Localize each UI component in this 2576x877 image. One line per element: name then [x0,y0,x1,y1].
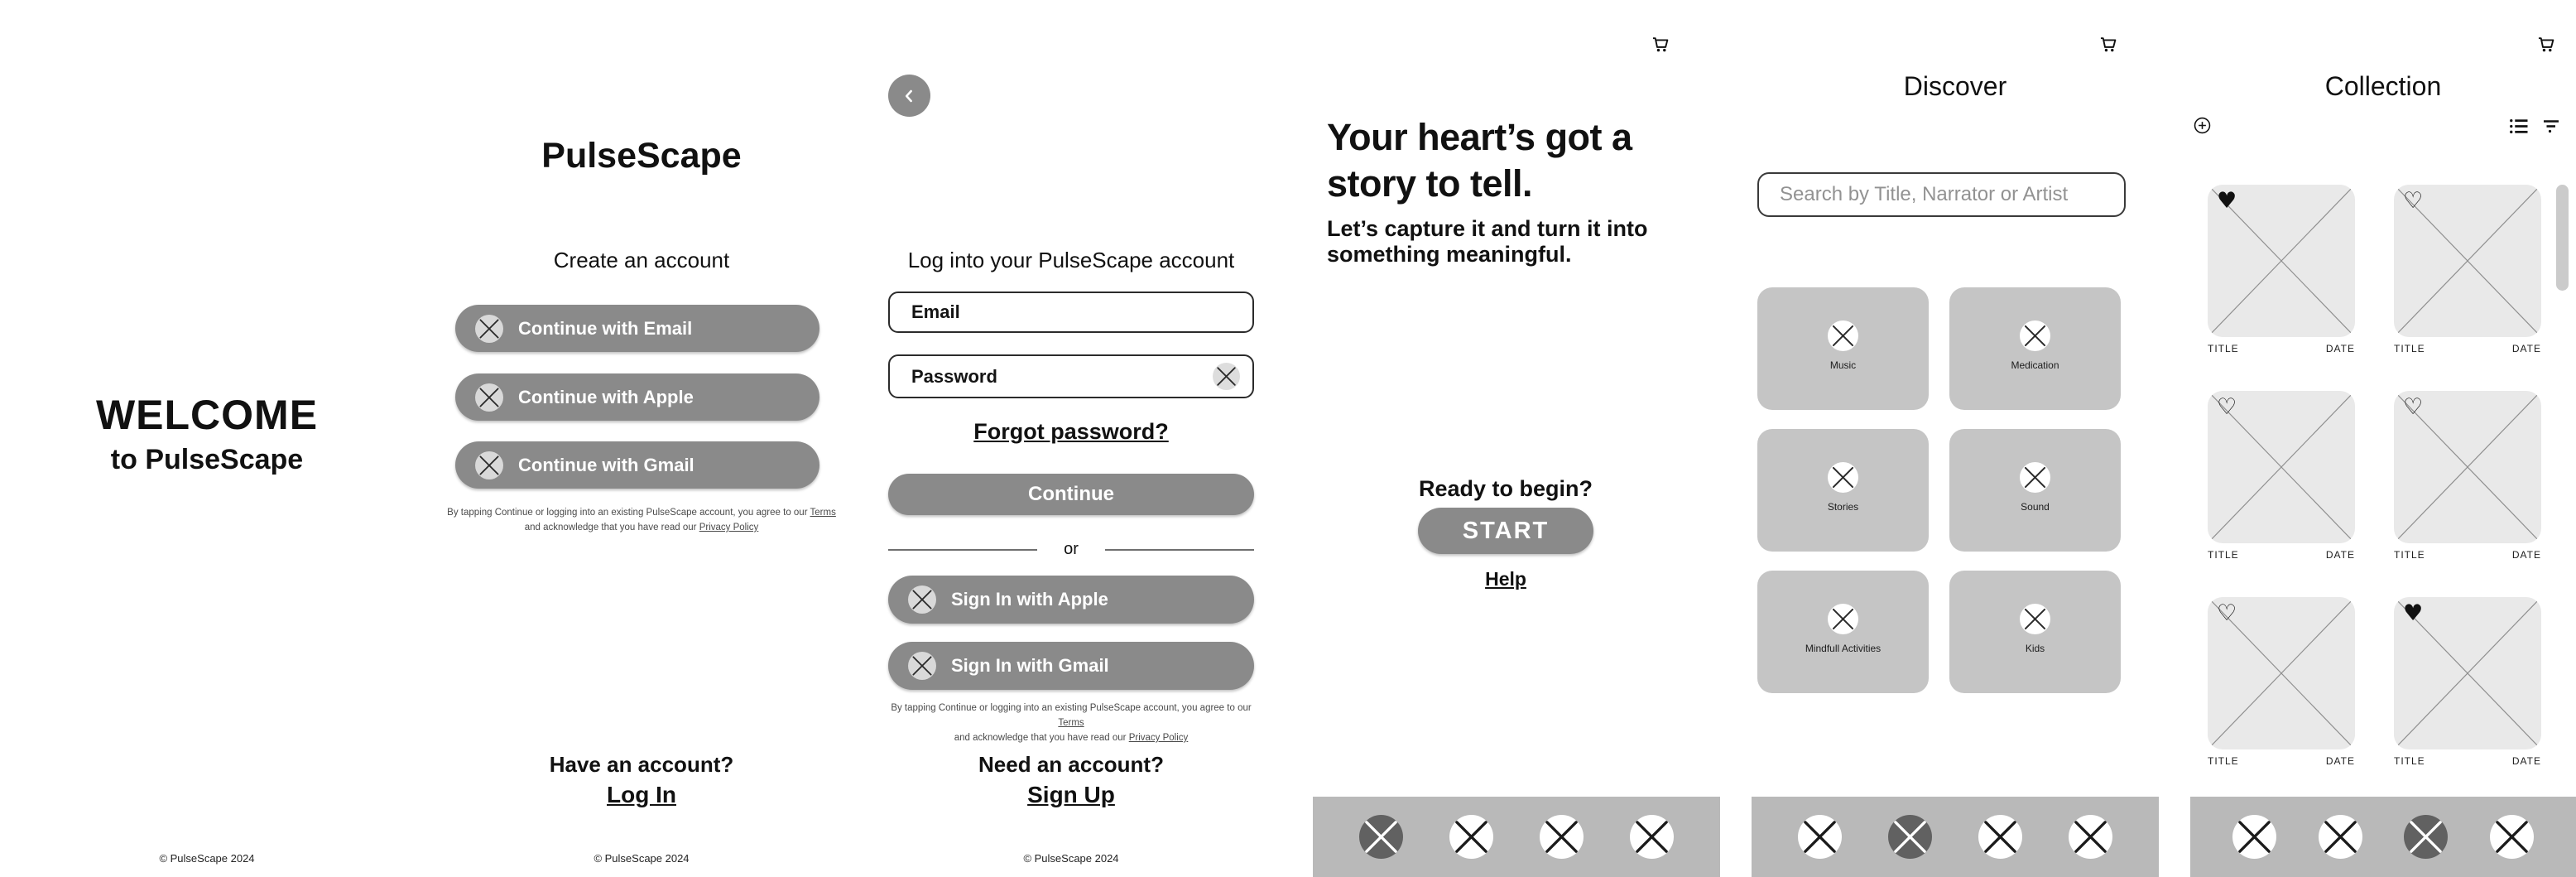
category-card-medication[interactable] [1949,287,2121,410]
item-image-placeholder [2208,391,2355,543]
item-date: DATE [2325,549,2355,561]
collection-item-6[interactable] [2394,597,2541,767]
cart-icon[interactable] [2535,33,2558,55]
image-placeholder-icon [1828,320,1858,351]
legal-line2: and acknowledge that you have read our [954,733,1127,743]
screen-login [888,0,1254,877]
category-card-kids[interactable] [1949,571,2121,693]
divider-line [888,549,1037,551]
nav-item-1-icon[interactable] [1798,815,1842,859]
collection-item-3[interactable] [2208,391,2355,561]
forgot-password-link[interactable]: Forgot password? [973,419,1169,444]
onboarding-subheadline: Let’s capture it and turn it into something meaningful. [1327,216,1648,267]
collection-grid [2208,185,2541,767]
search-input[interactable] [1757,172,2126,217]
image-placeholder-icon [475,315,503,343]
collection-item-5[interactable] [2208,597,2355,767]
welcome-subtitle: to PulseScape [110,444,304,475]
divider-label: or [1064,540,1079,558]
nav-item-3-icon[interactable] [1540,815,1584,859]
nav-item-4-icon[interactable] [1630,815,1674,859]
have-account-prompt: Have an account? [549,752,734,777]
cart-icon[interactable] [2098,33,2120,55]
item-title: TITLE [2394,549,2425,561]
continue-with-apple-button[interactable] [455,373,819,421]
scrollbar-thumb[interactable] [2556,185,2569,291]
sign-in-with-gmail-button[interactable] [888,642,1254,690]
ready-label: Ready to begin? [1418,476,1593,501]
image-placeholder-icon [908,585,936,614]
onboarding-headline: Your heart’s got a story to tell. [1327,116,1632,205]
continue-button[interactable] [888,474,1254,515]
password-field-wrap [888,354,1254,398]
favorite-heart-icon[interactable]: ♥ [2217,188,2237,214]
collection-item-4[interactable] [2394,391,2541,561]
legal-line2: and acknowledge that you have read our [524,523,697,532]
start-button[interactable]: START [1418,508,1593,554]
image-placeholder-icon [2020,320,2050,351]
image-placeholder-icon [908,652,936,680]
page-title: Discover [1903,71,2007,101]
button-label: Continue with Gmail [518,454,694,475]
button-label: Sign In with Apple [951,589,1108,610]
cart-icon[interactable] [1650,33,1672,55]
screen-create-account [447,0,836,877]
button-label: Continue [1028,483,1114,505]
privacy-policy-link[interactable]: Privacy Policy [699,523,759,532]
favorite-heart-icon[interactable]: ♡ [2217,394,2237,420]
welcome-title: WELCOME [95,392,319,438]
item-image-placeholder [2394,185,2541,337]
nav-item-3-icon[interactable] [2404,815,2448,859]
item-date: DATE [2325,343,2355,354]
continue-with-email-button[interactable] [455,305,819,352]
button-label: Continue with Email [518,317,693,339]
item-date: DATE [2325,755,2355,767]
item-image-placeholder [2394,597,2541,749]
nav-item-2-icon[interactable] [1888,815,1932,859]
category-label: Mindfull Activities [1805,643,1882,654]
image-placeholder-icon [1828,462,1858,493]
favorite-heart-icon[interactable]: ♡ [2217,600,2237,626]
favorite-heart-icon[interactable]: ♥ [2403,600,2424,626]
divider-line [1105,549,1254,551]
log-in-link[interactable]: Log In [607,782,676,807]
category-card-stories[interactable] [1757,429,1929,552]
item-date: DATE [2511,343,2541,354]
list-view-icon[interactable] [2508,118,2530,135]
password-field[interactable] [888,354,1254,398]
or-divider [888,540,1254,559]
item-date: DATE [2511,549,2541,561]
collection-item-2[interactable] [2394,185,2541,354]
collection-item-1[interactable] [2208,185,2355,354]
continue-with-gmail-button[interactable] [455,441,819,489]
bottom-nav [1313,797,1720,877]
legal-line1: By tapping Continue or logging into an existing PulseScape account, you agree to our [447,508,808,518]
filter-sort-icon[interactable] [2541,118,2561,135]
category-label: Music [1829,359,1857,371]
bottom-nav [1752,797,2159,877]
login-heading: Log into your PulseScape account [907,248,1235,272]
copyright: © PulseScape 2024 [594,852,690,865]
category-card-mindfull-activities[interactable] [1757,571,1929,693]
button-label: Continue with Apple [518,386,694,407]
image-placeholder-icon [475,383,503,412]
button-label: Sign In with Gmail [951,655,1109,676]
screen-welcome [0,0,414,877]
item-title: TITLE [2208,755,2239,767]
item-title: TITLE [2394,343,2425,354]
favorite-heart-icon[interactable]: ♡ [2403,188,2424,214]
item-title: TITLE [2208,343,2239,354]
screen-onboarding [1313,0,1720,877]
item-image-placeholder [2208,185,2355,337]
screen-collection [2190,0,2576,877]
clear-password-icon[interactable] [1213,363,1240,390]
back-button[interactable] [888,75,930,117]
terms-link[interactable]: Terms [810,508,836,518]
item-title: TITLE [2208,549,2239,561]
category-card-sound[interactable] [1949,429,2121,552]
legal-line1: By tapping Continue or logging into an existing PulseScape account, you agree to our [891,703,1252,713]
add-plus-icon[interactable] [2192,115,2213,136]
page-title: Collection [2324,71,2442,101]
copyright: © PulseScape 2024 [1023,852,1119,865]
legal-text [447,505,836,535]
nav-item-3-icon[interactable] [1978,815,2022,859]
nav-item-1-icon[interactable] [2232,815,2276,859]
screen-discover [1752,0,2159,877]
item-image-placeholder [2208,597,2355,749]
legal-text [888,701,1254,745]
item-image-placeholder [2394,391,2541,543]
sign-up-link[interactable]: Sign Up [1027,782,1115,807]
email-field[interactable] [888,292,1254,333]
nav-item-4-icon[interactable] [2069,815,2112,859]
nav-item-1-icon[interactable] [1359,815,1403,859]
category-grid [1757,287,2121,693]
category-label: Stories [1827,501,1859,513]
image-placeholder-icon [2020,462,2050,493]
copyright: © PulseScape 2024 [159,852,255,865]
image-placeholder-icon [1828,604,1858,634]
category-label: Medication [2011,359,2059,371]
category-label: Kids [2025,643,2045,654]
image-placeholder-icon [2020,604,2050,634]
nav-item-2-icon[interactable] [2319,815,2362,859]
terms-link[interactable]: Terms [1058,718,1084,728]
category-label: Sound [2021,501,2050,513]
sign-in-with-apple-button[interactable] [888,576,1254,624]
item-title: TITLE [2394,755,2425,767]
bottom-nav [2190,797,2576,877]
nav-item-4-icon[interactable] [2490,815,2534,859]
image-placeholder-icon [475,451,503,479]
favorite-heart-icon[interactable]: ♡ [2403,394,2424,420]
privacy-policy-link[interactable]: Privacy Policy [1128,733,1189,743]
category-card-music[interactable] [1757,287,1929,410]
help-link[interactable]: Help [1485,568,1526,590]
app-title: PulseScape [541,136,742,176]
item-date: DATE [2511,755,2541,767]
need-account-prompt: Need an account? [978,752,1164,777]
nav-item-2-icon[interactable] [1449,815,1493,859]
create-account-heading: Create an account [553,248,730,272]
chevron-left-icon [899,85,920,107]
